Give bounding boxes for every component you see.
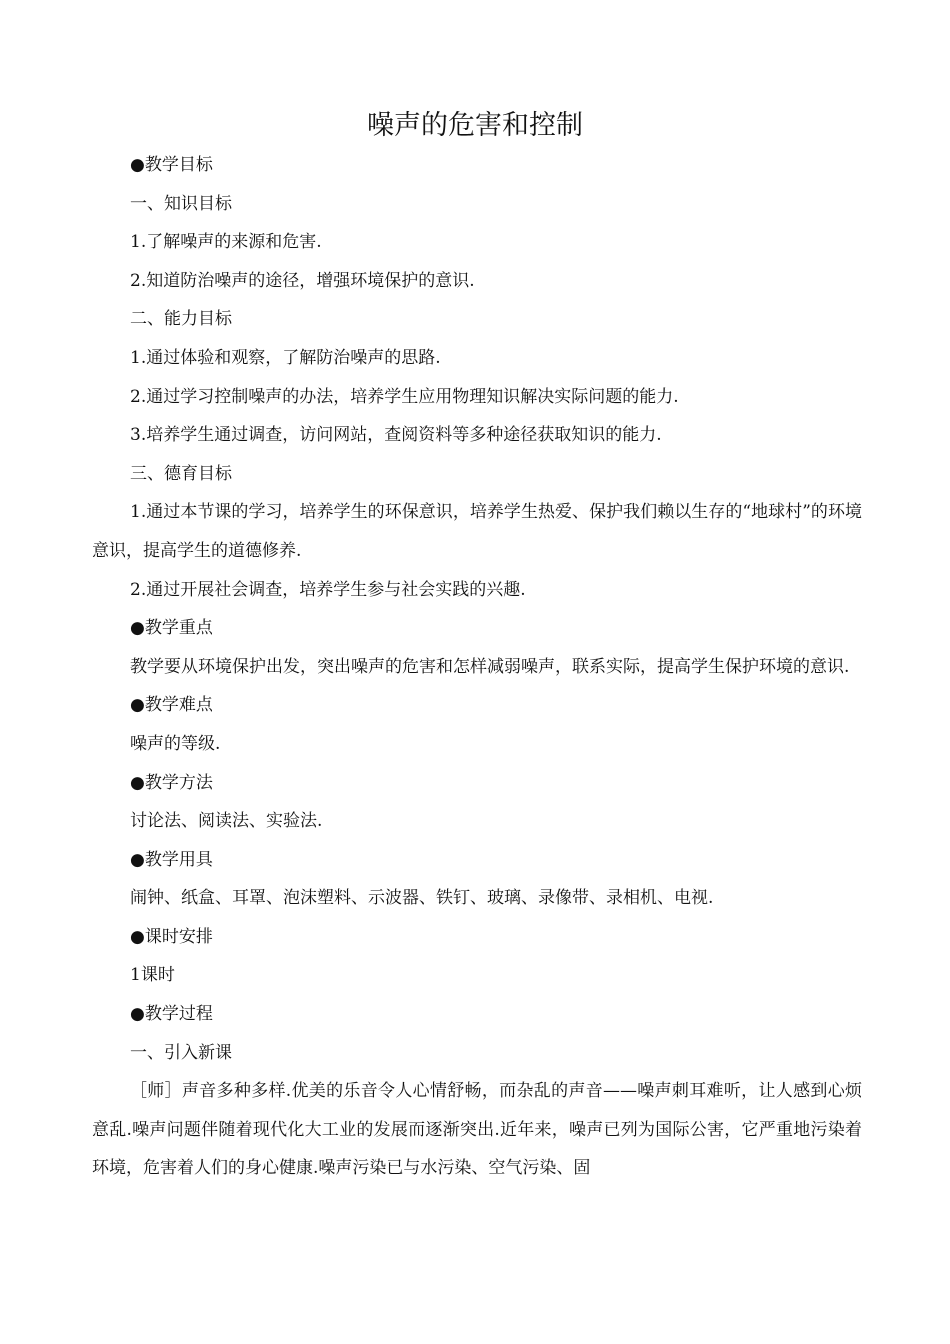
heading-teaching-goals: ●教学目标 [130, 155, 213, 175]
paragraph: 2.通过开展社会调查，培养学生参与社会实践的兴趣. [130, 579, 526, 600]
paragraph: 1.了解噪声的来源和危害. [130, 232, 322, 253]
paragraph: 讨论法、阅读法、实验法. [130, 811, 323, 832]
heading-methods: ●教学方法 [130, 772, 213, 793]
heading-key-points: ●教学重点 [130, 618, 213, 639]
document-title: 噪声的危害和控制 [367, 110, 583, 141]
heading-teaching-tools: ●教学用具 [130, 849, 213, 870]
heading-difficulties: ●教学难点 [130, 695, 213, 716]
paragraph: 噪声的等级. [130, 733, 221, 754]
subheading-moral-goals: 三、德育目标 [130, 463, 232, 484]
paragraph: 1.通过体验和观察，了解防治噪声的思路. [130, 347, 441, 368]
paragraph: 闹钟、纸盒、耳罩、泡沫塑料、示波器、铁钉、玻璃、录像带、录相机、电视. [130, 888, 714, 909]
heading-teaching-process: ●教学过程 [130, 1004, 213, 1025]
heading-schedule: ●课时安排 [130, 926, 213, 947]
paragraph: 2.知道防治噪声的途径，增强环境保护的意识. [130, 270, 475, 291]
paragraph: 3.培养学生通过调查，访问网站，查阅资料等多种途径获取知识的能力. [130, 425, 662, 446]
paragraph: 1.通过本节课的学习，培养学生的环保意识，培养学生热爱、保护我们赖以生存的“地球村”的环境意识，提高学生的道德修养. [92, 502, 862, 561]
paragraph: 教学要从环境保护出发，突出噪声的危害和怎样减弱噪声，联系实际，提高学生保护环境的意识. [130, 656, 850, 677]
subheading-knowledge-goals: 一、知识目标 [130, 193, 232, 214]
document-body [92, 146, 862, 1188]
subheading-ability-goals: 二、能力目标 [130, 309, 232, 330]
paragraph: 2.通过学习控制噪声的办法，培养学生应用物理知识解决实际问题的能力. [130, 386, 679, 407]
subheading-introduction: 一、引入新课 [130, 1042, 232, 1063]
paragraph: 1课时 [130, 965, 175, 986]
paragraph: ［师］声音多种多样.优美的乐音令人心情舒畅，而杂乱的声音——噪声刺耳难听，让人感到心烦意乱.噪声问题伴随着现代化大工业的发展而逐渐突出.近年来，噪声已列为国际公害，它严重地污染着环境，危害着人们的身心健康.噪声污染已与水污染、空气污染、固 [92, 1081, 862, 1179]
